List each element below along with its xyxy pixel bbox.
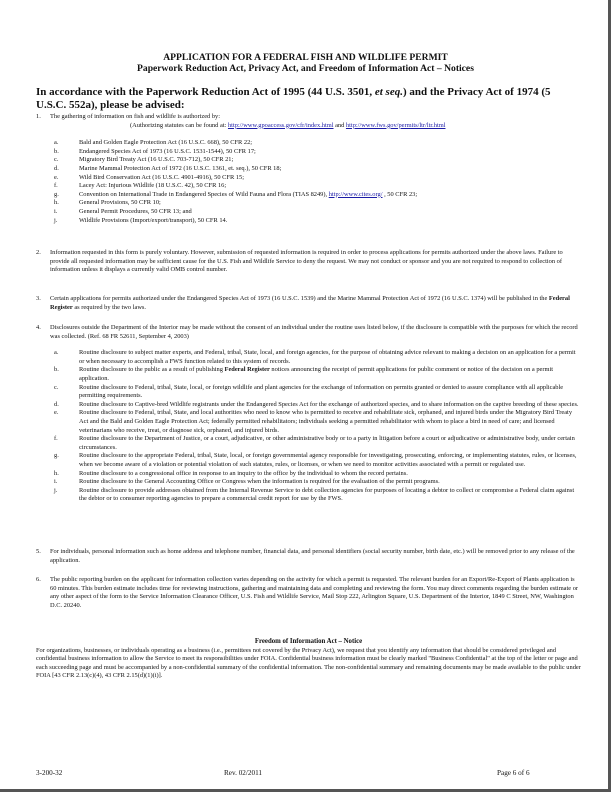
list-item [54,148,581,157]
item-text: For individuals, personal information such as home address and telephone number, financial data, and personal identifiers (social security number, birth date, etc.) will be removed prior to any release of the application. [50,548,575,564]
letter: e. [54,409,59,417]
federal-register-bold: Federal Register [50,295,570,311]
letter: g. [54,452,59,460]
item-number: 5. [36,548,41,555]
subitem-text: Routine disclosure to Federal, tribal, State, and local authorities who need to know who is permitted to receive and rehabilitate sick, orphaned, and injured birds under the Migratory Bird Treaty Act and the Bald and Golden Eagle Protection Act; federally permitted rehabilitators; individuals seeking a permitted rehabilitator with whom to place a bird in need of care; and licensed veterinarians who receive, treat, or diagnose sick, orphaned, and injured birds. [79,409,573,434]
lead-paragraph [36,86,576,112]
list-item [54,182,581,191]
item-number: 6. [36,576,41,583]
item-2 [36,249,581,275]
subitem-text: Routine disclosure to a congressional office in response to an inquiry to the office by the individual to whom the record pertains. [79,469,408,477]
revision-date: Rev. 02/2011 [224,769,262,777]
item-5 [36,548,581,565]
item-text: The gathering of information on fish and wildlife is authorized by: [50,113,221,120]
lead-text-1: In accordance with the Paperwork Reduction Act of 1995 (44 U.S. 3501, [36,86,375,98]
letter: c. [54,383,59,391]
list-item [54,349,581,366]
item-text-2: as required by the two laws. [72,303,147,311]
list-item [54,199,581,208]
subitem-text: Convention on International Trade in Endangered Species of Wild Fauna and Flora (TIAS 8249), [79,190,329,198]
list-item [54,156,581,165]
lead-text-2: ) and the Privacy Act of 1974 (5 U.S.C. 552a), please be advised: [36,86,551,111]
letter: j. [54,216,58,224]
gpoaccess-link[interactable]: http://www.gpoaccess.gov/cfr/index.html [227,121,334,129]
list-item [54,435,581,452]
subitem-text: Bald and Golden Eagle Protection Act (16 U.S.C. 668), 50 CFR 22; [79,139,253,147]
item-number: 1. [36,113,41,120]
list-item [54,191,581,200]
statutes-line [50,122,581,131]
subitem-text: Endangered Species Act of 1973 (16 U.S.C. 1531-1544), 50 CFR 17; [79,147,256,155]
letter: e. [54,173,59,181]
letter: d. [54,164,59,172]
list-item [54,487,581,504]
letter: j. [54,486,58,494]
page-number: Page 6 of 6 [497,769,530,777]
letter: a. [54,139,59,147]
item-3 [36,295,581,312]
item-1 [36,113,581,225]
document-subtitle: Paperwork Reduction Act, Privacy Act, and Freedom of Information Act – Notices [137,63,474,74]
item-text: Disclosures outside the Department of the Interior may be made without the consent of an individual under the routine uses listed below, if the disclosure is compatible with the purposes for which the record was collected. (Ref. 68 FR 52611, September 4, 2003) [50,324,578,340]
foia-text: For organizations, businesses, or individuals operating as a business (i.e., permittees not covered by the Privacy Act), we request that you identify any information that should be considered privileged and confidential business information to allow the Service to meet its responsibilities under FOIA. Confidential business information must be clearly marked "Business Confidential" at the top of the letter or page and each succeeding page and must be accompanied by a non-confidential summary of the confidential information. The non-confidential summary and remaining documents may be made available to the public under FOIA [43 CFR 2.13(c)(4), 43 CFR 2.15(d)(1)(i)]. [36,646,581,680]
subitem-text: Routine disclosure to Captive-bred Wildlife registrants under the Endangered Species Act for the exchange of authorized species, and to share information on the captive breeding of these species. [79,400,579,408]
subitem-text: notices announcing the receipt of permit applications for public comment or notice of the decision on a permit application. [79,366,554,382]
list-item [54,208,581,217]
subitem-text: Migratory Bird Treaty Act (16 U.S.C. 703-712), 50 CFR 21; [79,156,234,164]
letter: d. [54,400,59,408]
letter: h. [54,469,59,477]
fws-permits-link[interactable]: http://www.fws.gov/permits/ltr/ltr.html [345,121,446,129]
subitem-text: Routine disclosure to provide addresses obtained from the Internal Revenue Service to debt collection agencies for purposes of locating a debtor to collect or compromise a Federal claim against the debtor or to consumer reporting agencies to prepare a commercial credit report for use by the FWS. [79,486,575,503]
letter: f. [54,435,58,443]
form-number: 3-200-32 [36,769,63,777]
letter: f. [54,182,58,190]
letter: b. [54,147,59,155]
foia-notice [36,638,581,681]
item-text: Certain applications for permits authorized under the Endangered Species Act of 1973 (16 U.S.C. 1539) and the Marine Mammal Protection Act of 1972 (16 U.S.C. 1374) will be published in the [50,295,549,302]
letter: i. [54,478,58,486]
subitem-text-after: , 50 CFR 23; [382,190,418,198]
list-item [54,217,581,226]
letter: b. [54,366,59,374]
item-6 [36,576,581,610]
list-item [54,366,581,383]
federal-register-bold: Federal Register [224,366,270,374]
list-item [54,409,581,435]
list-item [54,452,581,469]
list-item [54,165,581,174]
subitem-text: Routine disclosure to the Department of Justice, or a court, adjudicative, or other administrative body or to a party in litigation before a court or adjudicative or administrative body, under certain circumstances. [79,435,575,451]
letter: a. [54,349,59,357]
list-item [54,470,581,479]
cites-link[interactable]: http://www.cites.org/ [328,190,383,198]
subitem-text: General Permit Procedures, 50 CFR 13; and [79,207,192,215]
item-text: The public reporting burden on the applicant for information collection varies depending on the activity for which a permit is requested. The relevant burden for an Export/Re-Export of Plants application is 60 minutes. This burden estimate includes time for reviewing instructions, gathering and maintaining data and completing and reviewing the form. You may direct comments regarding the burden estimate or any other aspect of the form to the Service Information Clearance Officer, U.S. Fish and Wildlife Service, Mail Stop 222, Arlington Square, U.S. Department of the Interior, 1849 C Street, NW, Washington D.C. 20240. [50,576,579,609]
list-item [54,174,581,183]
subitem-text: Marine Mammal Protection Act of 1972 (16 U.S.C. 1361, et. seq.), 50 CFR 18; [79,164,282,172]
and-text: and [333,121,346,129]
subitem-text: Routine disclosure to Federal, tribal, State, local, or foreign wildlife and plant agencies for the exchange of information on permits granted or denied to assure compliance with all applicable permitting requirements. [79,383,564,400]
list-item [54,139,581,148]
subitem-text: Wild Bird Conservation Act (16 U.S.C. 4901-4916), 50 CFR 15; [79,173,245,181]
foia-title: Freedom of Information Act – Notice [254,638,363,645]
item-number: 4. [36,324,41,331]
item-number: 2. [36,249,41,256]
list-item [54,401,581,410]
item-number: 3. [36,295,41,302]
letter: i. [54,207,58,215]
item-4 [36,324,581,504]
letter: c. [54,156,59,164]
list-item [54,384,581,401]
subitem-text: Routine disclosure to subject matter experts, and Federal, tribal, State, local, and foreign agencies, for the purpose of obtaining advice relevant to making a decision on an application for a permit or when necessary to accomplish a FWS function related to this system of records. [79,349,576,365]
document-header [0,52,611,74]
subitem-text: General Provisions, 50 CFR 10; [79,199,161,207]
item-text: Information requested in this form is purely voluntary. However, submission of requested information is required in order to process applications for permits authorized under the above laws. Failure to provide all requested information may be sufficient cause for the U.S. Fish and Wildlife Service to deny the request. We may not conduct or sponsor and you are not required to respond to collection of information unless it displays a currently valid OMB control number. [50,249,563,274]
subitem-text: Wildlife Provisions (Import/export/transport), 50 CFR 14. [79,216,228,224]
letter: g. [54,190,59,198]
letter: h. [54,199,59,207]
lead-italic: et seq. [374,86,403,98]
document-title: APPLICATION FOR A FEDERAL FISH AND WILDLIFE PERMIT [163,52,448,63]
subitem-text: Lacey Act: Injurious Wildlife (18 U.S.C. 42), 50 CFR 16; [79,182,227,190]
statutes-prefix: (Authorizing statutes can be found at: [130,121,228,129]
subitem-text: Routine disclosure to the General Accounting Office or Congress when the information is required for the evaluation of the permit programs. [79,478,440,486]
subitem-text-pre: Routine disclosure to the public as a result of publishing [79,366,225,374]
list-item [54,478,581,487]
subitem-text: Routine disclosure to the appropriate Federal, tribal, State, local, or foreign governmental agency responsible for investigating, prosecuting, enforcing, or implementing statutes, rules, or licenses, when we become aware of a violation or potential violation of such statutes, rules, or licenses, or when we need to monitor activities associated with a permit or regulated use. [79,452,577,468]
